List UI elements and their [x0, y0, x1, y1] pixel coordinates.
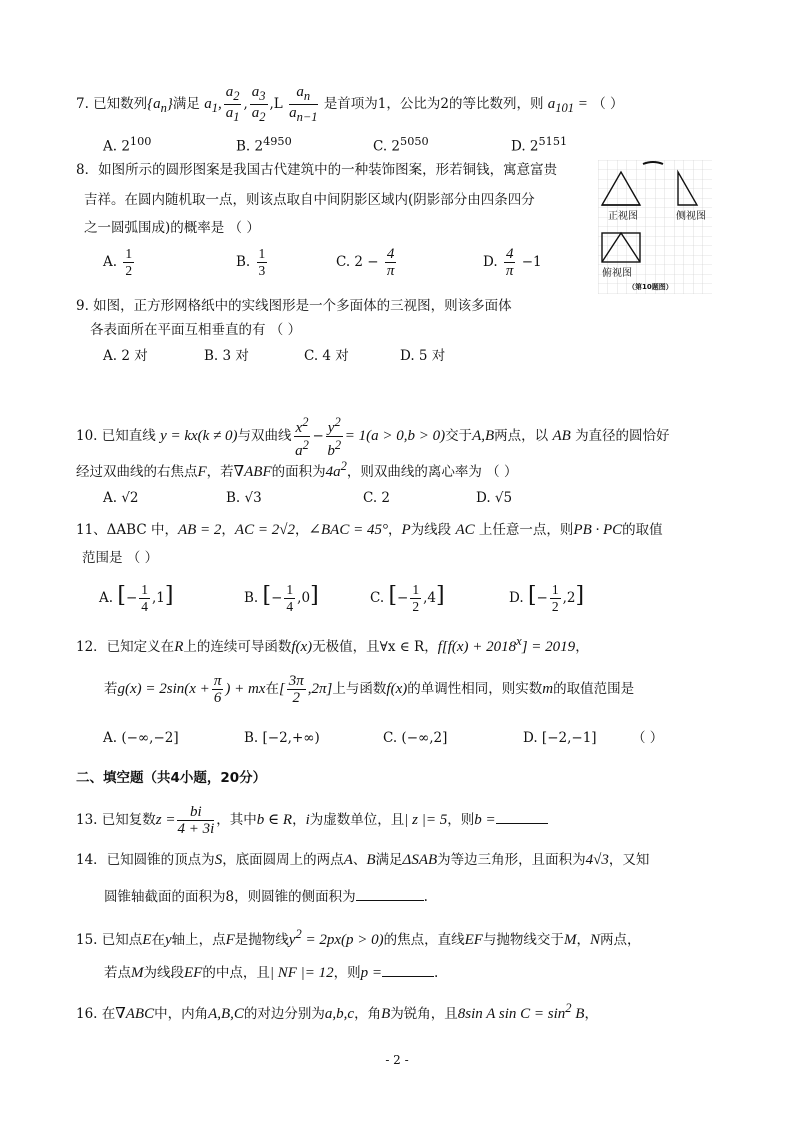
- question-9-line-1: 9. 如图，正方形网格纸中的实线图形是一个多面体的三视图，则该多面体: [76, 298, 512, 314]
- q10-option-c: C. 2: [363, 490, 391, 506]
- question-15-line-1: 15. 已知点E在y轴上，点F是抛物线$y^2 = 2px(p > 0)$的焦点，直线EF与抛物线交于M，N两点，: [76, 927, 641, 948]
- question-16: 16. 在∇ABC中，内角A,B,C的对边分别为a,b,c，角B为锐角，且8sin A $\sin C = \sin^2 B$，: [76, 1001, 598, 1022]
- q11-option-c: C. [− $\frac{1}{2}$ ,4]: [370, 582, 445, 614]
- page-number: - 2 -: [385, 1053, 409, 1067]
- question-10-line-2: 经过双曲线的右焦点F，若∇ABF的面积为$4a^2$，则双曲线的离心率为 （ ）: [76, 459, 518, 480]
- section-title: 二、填空题（共4小题，20分）: [76, 770, 267, 786]
- q7-option-c: C. $2^{5050}$: [373, 135, 429, 155]
- q10-option-a: A. √2: [103, 490, 139, 506]
- question-8-line-3: 之一圆弧围成)的概率是 （ ）: [84, 220, 260, 236]
- q11-option-a: A. [− $\frac{1}{4}$ ,1]: [99, 582, 174, 614]
- question-12-line-2: 若g(x) = 2sin(x + $\frac{\pi}{6}$ ) + mx在[ $\frac{3\pi}{2}$ ,2π]上与函数f(x)的单调性相同，则实数m的取值范围是: [104, 673, 635, 706]
- question-13: 13. 已知复数z = $\frac{bi}{4 + 3i}$ ，其中b ∈ R，i为虚数单位，且| z |= 5，则b =: [76, 804, 548, 837]
- q7-option-a: A. $2^{100}$: [103, 135, 152, 155]
- q8-option-c: C. 2 − $\frac{4}{\pi}$: [336, 246, 395, 279]
- q7-option-b: B. $2^{4950}$: [236, 135, 292, 155]
- q10-option-b: B. √3: [226, 490, 262, 506]
- q12-option-d: D. [−2,−1]: [523, 730, 597, 746]
- q12-bracket: （ ）: [632, 730, 664, 746]
- q12-option-c: C. (−∞,2]: [383, 730, 448, 746]
- question-8-line-1: 8．如图所示的圆形图案是我国古代建筑中的一种装饰图案，形若铜钱，寓意富贵: [76, 162, 558, 178]
- q9-option-a: A. 2 对: [103, 348, 148, 364]
- q11-option-b: B. [− $\frac{1}{4}$ ,0]: [244, 582, 319, 614]
- question-10-line-1: 10. 已知直线 y = kx(k ≠ 0)与双曲线 $\frac{x^2}{a^2}$ − $\frac{y^2}{b^2}$ = 1(a > 0,b > 0)交于A,B两点，以 AB 为直径的圆恰好: [76, 415, 670, 459]
- q15-answer-blank[interactable]: [382, 962, 434, 977]
- q11-option-d: D. [− $\frac{1}{2}$ ,2]: [509, 582, 585, 614]
- figure-caption: （第10题图）: [628, 283, 673, 291]
- q8-option-a: A. $\frac{1}{2}$: [103, 246, 133, 278]
- q9-option-c: C. 4 对: [304, 348, 349, 364]
- q9-option-d: D. 5 对: [400, 348, 446, 364]
- q13-answer-blank[interactable]: [496, 809, 548, 824]
- question-11-line-1: 11、ΔABC 中，AB = 2，AC = 2√2，∠BAC = 45°，P为线段 AC 上任意一点，则PB · PC的取值: [76, 522, 663, 538]
- top-view-label: 俯视图: [602, 268, 632, 279]
- front-view-label: 正视图: [608, 211, 638, 222]
- question-9-line-2: 各表面所在平面互相垂直的有 （ ）: [90, 322, 302, 338]
- question-8-line-2: 吉祥。在圆内随机取一点，则该点取自中间阴影区域内(阴影部分由四条四分: [84, 192, 535, 208]
- q14-answer-blank[interactable]: [356, 886, 424, 901]
- question-12-line-1: 12．已知定义在R上的连续可导函数f(x)无极值，且∀x ∈ R，$f[f(x) + 2018^x] = 2019$，: [76, 634, 589, 655]
- question-15-line-2: 若点M为线段EF的中点，且| NF |= 12，则p = .: [104, 962, 438, 983]
- three-view-figure: [598, 160, 712, 294]
- q7-option-d: D. $2^{5151}$: [511, 135, 568, 155]
- side-view-label: 侧视图: [676, 211, 706, 222]
- question-7: 7. 已知数列$\{a_n\}$满足 $a_1$, $\frac{a_2}{a_1}$ , $\frac{a_3}{a_2}$ ,L $\frac{a_n}{a_{n-1}}$ 是首项为1，公比为2的等比数列，则 $a_{101}$ = （ ）: [76, 84, 624, 124]
- q10-option-d: D. √5: [476, 490, 513, 506]
- question-14-line-1: 14．已知圆锥的顶点为S，底面圆周上的两点A、B满足ΔSAB为等边三角形，且面积为4√3，又知: [76, 852, 650, 868]
- q12-option-b: B. [−2,+∞): [244, 730, 320, 746]
- q8-option-b: B. $\frac{1}{3}$: [236, 246, 266, 278]
- q8-option-d: D. $\frac{4}{\pi}$ −1: [483, 246, 542, 279]
- question-11-line-2: 范围是 （ ）: [82, 550, 159, 566]
- question-14-line-2: 圆锥轴截面的面积为8，则圆锥的侧面积为 .: [104, 886, 428, 907]
- q9-option-b: B. 3 对: [204, 348, 249, 364]
- q12-option-a: A. (−∞,−2]: [103, 730, 179, 746]
